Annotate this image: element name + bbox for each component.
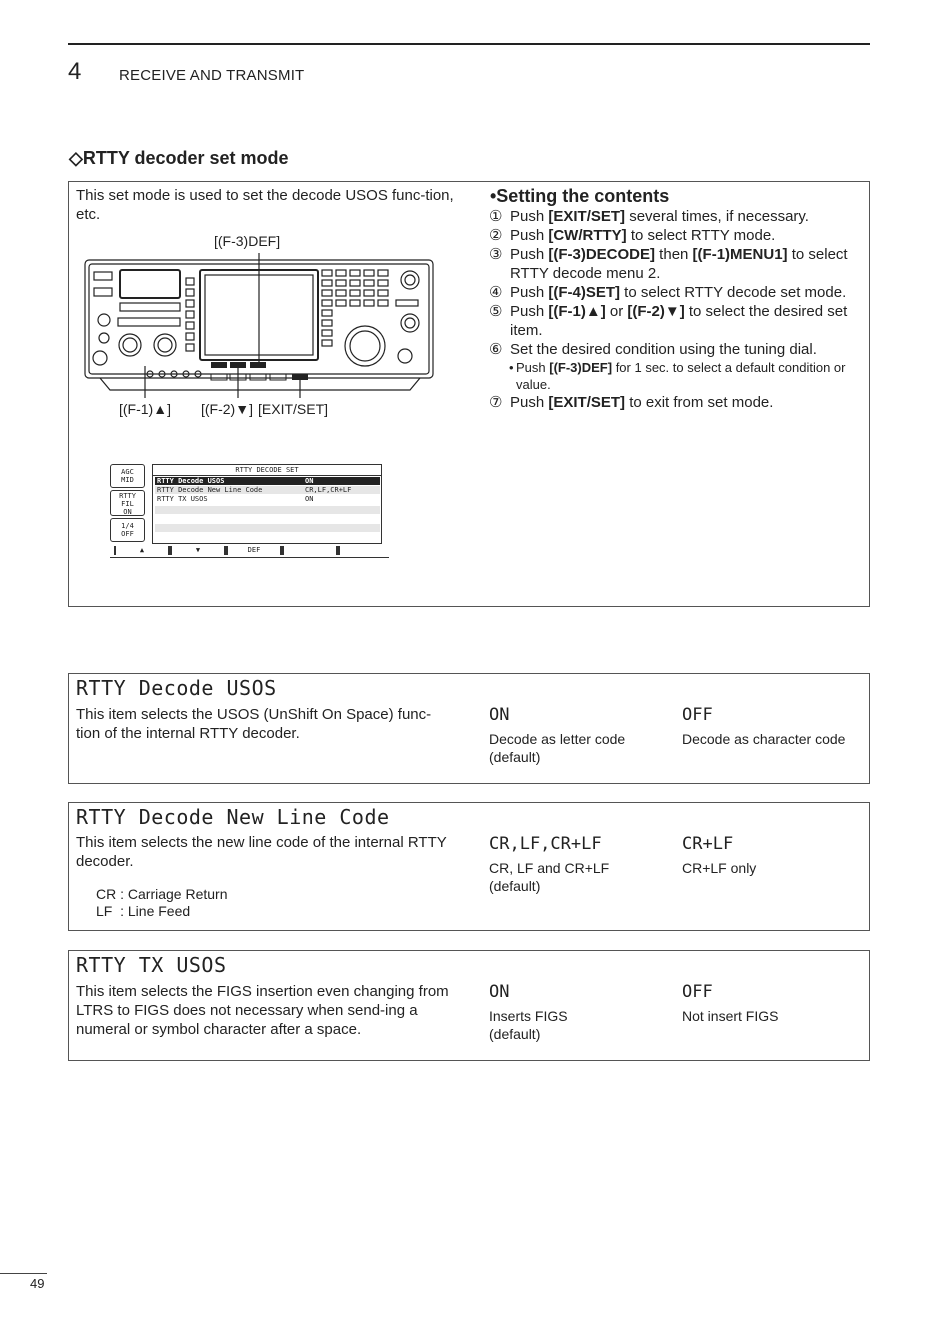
chapter-number: 4 xyxy=(68,58,82,85)
item-title: RTTY Decode USOS xyxy=(76,676,277,700)
item-description: This item selects the FIGS insertion even changing from LTRS to FIGS does not necessary when send-ing a numeral or symbol character after a space. xyxy=(76,983,449,1038)
option-description: Decode as letter code (default) xyxy=(489,731,626,765)
lcd-row-item: RTTY TX USOS xyxy=(157,495,208,503)
lcd-row-value: ON xyxy=(305,495,314,503)
item-description: This item selects the new line code of the internal RTTY decoder. xyxy=(76,834,447,870)
section-title: ◇RTTY decoder set mode xyxy=(69,148,289,168)
lcd-fkey-5 xyxy=(338,546,388,555)
step: ④ Push [(F-4)SET] to select RTTY decode set mode. xyxy=(489,284,847,301)
item-note: CR : Carriage Return xyxy=(96,886,228,902)
item-title: RTTY TX USOS xyxy=(76,953,227,977)
option-label: ON xyxy=(489,705,510,725)
option-description: Not insert FIGS xyxy=(682,1008,779,1024)
lcd-row-bg xyxy=(155,524,380,532)
lcd-fkey-up: ▲ xyxy=(114,546,170,555)
lcd-rtty-fil-button: RTTY FIL ON xyxy=(110,490,145,516)
option-description: CR, LF and CR+LF (default) xyxy=(489,860,610,894)
setting-steps xyxy=(489,207,869,412)
option-description: Decode as character code xyxy=(682,731,846,747)
label-f3-def: [(F-3)DEF] xyxy=(214,233,281,249)
setting-title: •Setting the contents xyxy=(490,186,670,206)
lcd-row-value: CR,LF,CR+LF xyxy=(305,486,352,494)
lcd-agc-button: AGC MID xyxy=(110,464,145,488)
lcd-fkey-4 xyxy=(282,546,338,555)
option-label: CR+LF xyxy=(682,834,734,854)
lcd-fkey-def: DEF xyxy=(226,546,282,555)
option-label: OFF xyxy=(682,705,713,725)
step: ⑦ Push [EXIT/SET] to exit from set mode. xyxy=(489,394,774,411)
option-description: CR+LF only xyxy=(682,860,757,876)
lcd-title: RTTY DECODE SET xyxy=(153,465,381,476)
option-label: CR,LF,CR+LF xyxy=(489,834,602,854)
transceiver-illustration xyxy=(80,248,440,403)
step: ⑤ Push [(F-1)▲] or [(F-2)▼] to select the desired set item. xyxy=(489,303,848,339)
step: ① Push [EXIT/SET] several times, if necessary. xyxy=(489,208,809,225)
lcd-row-item: RTTY Decode New Line Code xyxy=(157,486,263,494)
lcd-menu-panel xyxy=(152,464,382,544)
lcd-screen xyxy=(109,463,390,559)
intro-text: This set mode is used to set the decode USOS func-tion, etc. xyxy=(76,187,454,223)
lcd-quarter-button: 1/4 OFF xyxy=(110,518,145,542)
item-note: LF : Line Feed xyxy=(96,903,191,919)
item-title: RTTY Decode New Line Code xyxy=(76,805,390,829)
lcd-row-bg xyxy=(155,506,380,514)
label-f1-up: [(F-1)▲] xyxy=(119,401,171,417)
option-label: OFF xyxy=(682,982,713,1002)
step-note: • Push [(F-3)DEF] for 1 sec. to select a default condition or value. xyxy=(509,360,846,392)
chapter-title: RECEIVE AND TRANSMIT xyxy=(119,67,305,84)
option-description: Inserts FIGS (default) xyxy=(489,1008,568,1042)
lcd-side-buttons xyxy=(109,463,147,541)
page-number: 49 xyxy=(30,1276,45,1291)
header-rule xyxy=(68,43,870,45)
step: ⑥ Set the desired condition using the tuning dial. xyxy=(489,341,817,358)
option-label: ON xyxy=(489,982,510,1002)
lcd-row-item: RTTY Decode USOS xyxy=(157,477,225,485)
item-description: This item selects the USOS (UnShift On Space) func-tion of the internal RTTY decoder. xyxy=(76,706,432,742)
lcd-row-value: ON xyxy=(305,477,314,485)
lcd-fkey-down: ▼ xyxy=(170,546,226,555)
step: ② Push [CW/RTTY] to select RTTY mode. xyxy=(489,227,776,244)
label-f2-down: [(F-2)▼] xyxy=(201,401,253,417)
footer-rule xyxy=(0,1273,47,1274)
label-exit-set: [EXIT/SET] xyxy=(258,401,329,417)
lcd-function-key-row xyxy=(110,546,389,558)
step: ③ Push [(F-3)DECODE] then [(F-1)MENU1] to select RTTY decode menu 2. xyxy=(489,246,848,282)
